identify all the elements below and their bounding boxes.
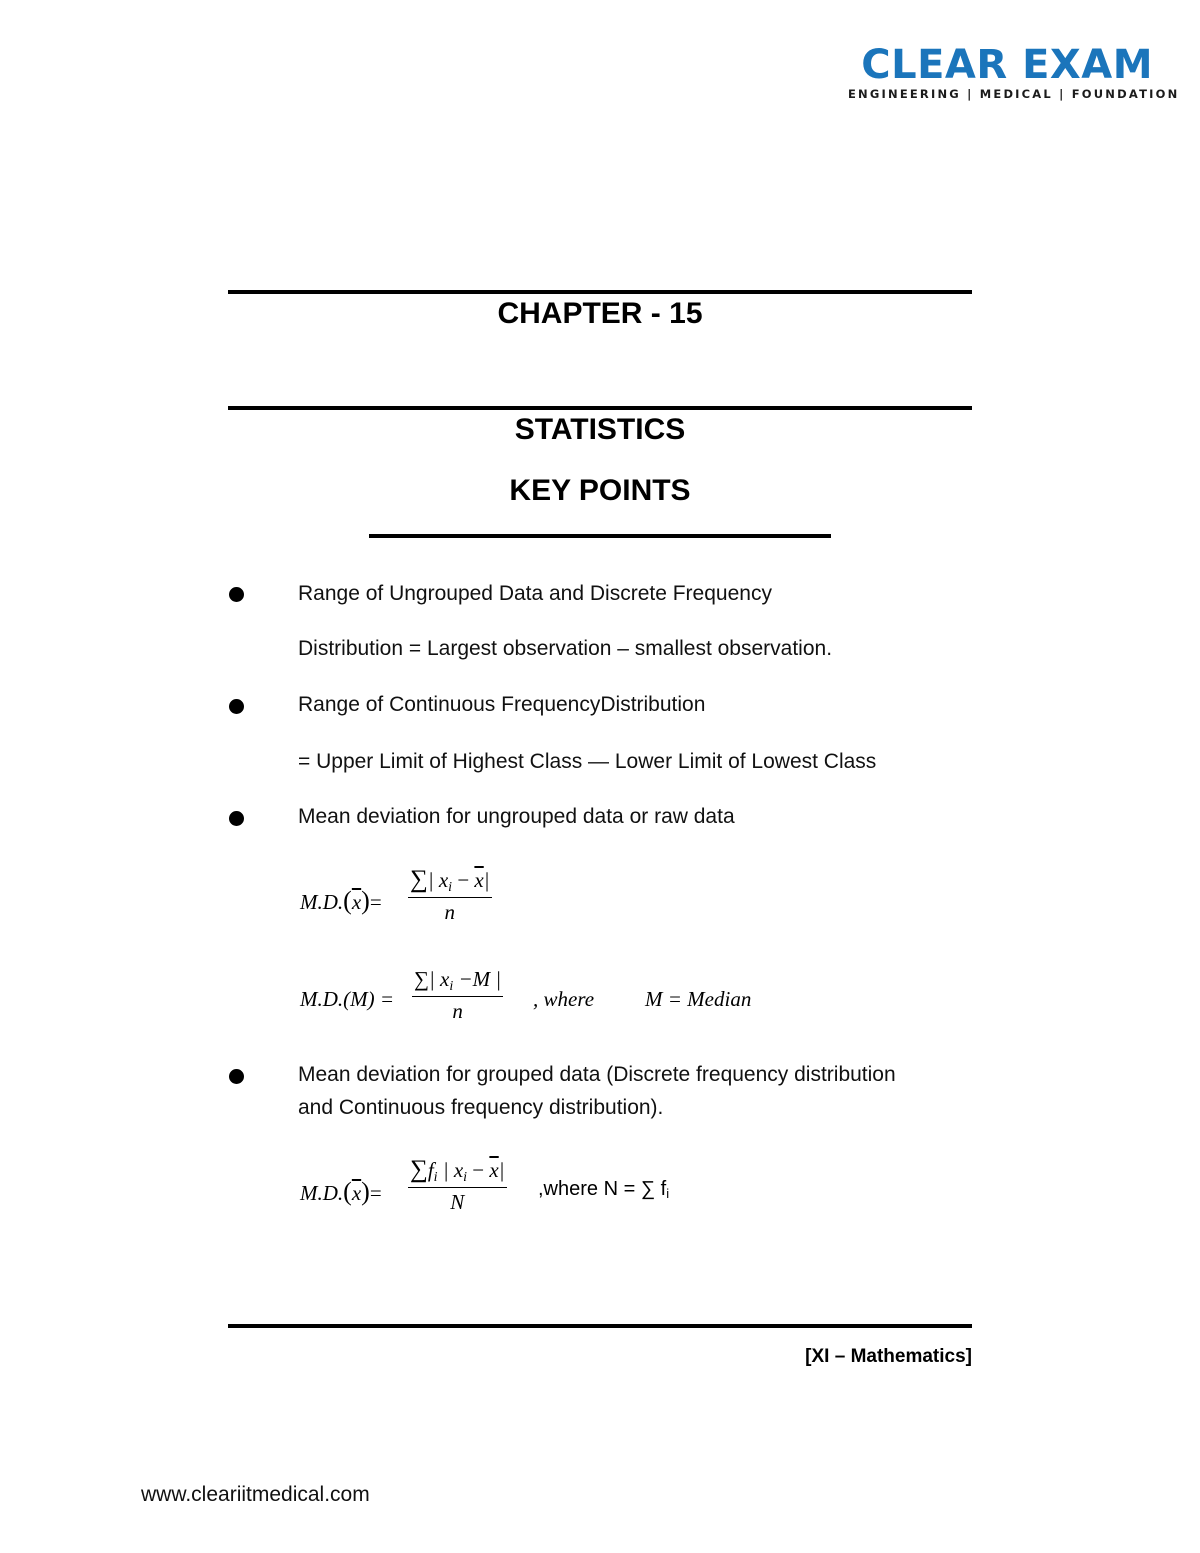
formula-md-mean-grouped: $M.D.(\overline{x})=$ $\frac{\sum f_i | x_i - \overline{x}|}{N}$ ,where N = ∑ fi [300,1156,670,1214]
point-3-line-1: Mean deviation for ungrouped data or raw data [298,805,735,828]
point-4-line-2: and Continuous frequency distribution). [298,1096,664,1119]
subtitle-rule [369,534,831,538]
footer-url[interactable]: www.cleariitmedical.com [141,1483,370,1506]
page-title: STATISTICS [514,413,686,446]
logo-brand-text: CLEAR EXAM [861,42,1153,88]
top-rule [228,290,972,294]
bullet-icon [229,587,244,602]
footer-subject-label: [XI – Mathematics] [805,1346,972,1367]
brand-logo [848,42,1180,104]
point-2-line-1: Range of Continuous FrequencyDistribution [298,693,706,716]
chapter-rule [228,406,972,410]
formula-md-mean-ungrouped: $M.D.(\overline{x})=$ $\frac{\sum| x_i - \overline{x}|}{n}$ [300,866,490,924]
bullet-icon [229,1069,244,1084]
point-2-line-2: = Upper Limit of Highest Class — Lower Limit of Lowest Class [298,750,877,773]
bullet-icon [229,699,244,714]
page-subtitle: KEY POINTS [509,474,691,507]
bullet-icon [229,811,244,826]
formula-md-median: M.D.(M) = $\frac{\sum| x_i -M |}{n}$ , where M = Median [300,967,752,1023]
point-4-line-1: Mean deviation for grouped data (Discrete frequency distribution [298,1063,896,1086]
footer-rule [228,1324,972,1328]
point-1-line-2: Distribution = Largest observation – smallest observation. [298,637,833,660]
point-1-line-1: Range of Ungrouped Data and Discrete Frequency [298,582,772,605]
logo-tagline: ENGINEERING | MEDICAL | FOUNDATION [848,87,1180,101]
chapter-heading: CHAPTER - 15 [497,297,703,330]
